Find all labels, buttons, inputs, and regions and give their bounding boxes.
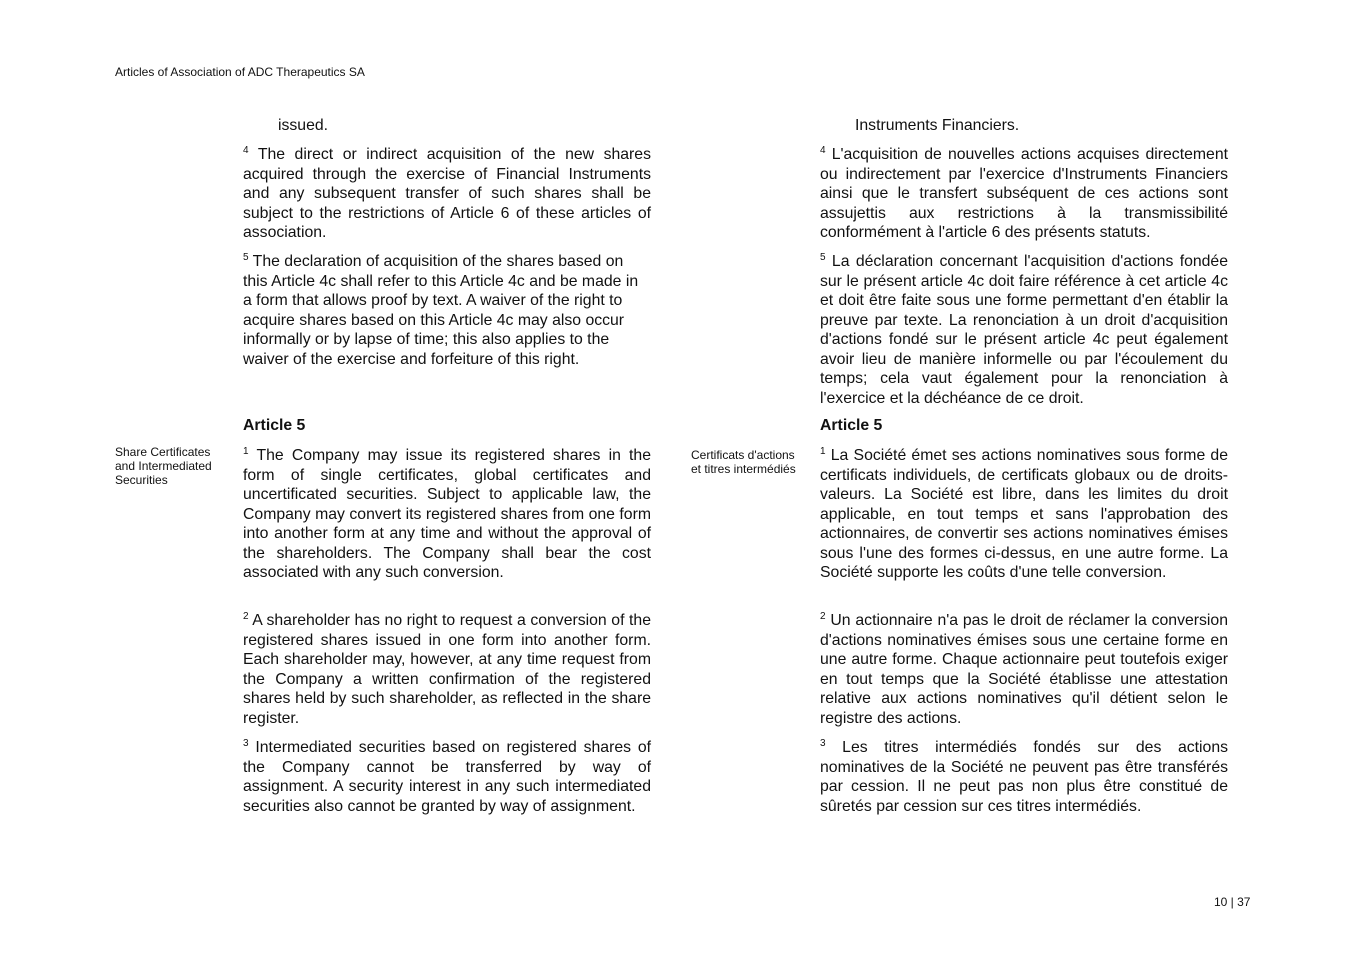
fr-article-5-paragraph-1 — [820, 446, 1228, 583]
fr-art5-p3-number: 3 — [820, 738, 826, 749]
en-margin-note: Share Certificates and Intermediated Securities — [115, 445, 212, 487]
en-art5-p2-text: A shareholder has no right to request a conversion of the registered shares issued in one form into another form. Each shareholder may, however, at any time request from the Company a written confirmation of the registered shares held by such shareholder, as reflected in the share register. — [243, 612, 651, 727]
fr-para-4-text: L'acquisition de nouvelles actions acquises directement ou indirectement par l'exercice d'Instruments Financiers ainsi que le transfert subséquent de ces actions sont assujettis aux restrictions à la transmissibilité conformément à l'article 6 des présents statuts. — [820, 146, 1228, 241]
fr-article-5-paragraph-3 — [820, 738, 1228, 816]
fr-paragraph-5 — [820, 252, 1228, 408]
en-article-5-paragraph-1 — [243, 446, 651, 583]
en-art5-p1-number: 1 — [243, 446, 249, 457]
en-art5-p3-text: Intermediated securities based on registered shares of the Company cannot be transferred by way of assignment. A security interest in any such intermediated securities also cannot be granted by way of assignment. — [243, 739, 651, 815]
en-para-4-number: 4 — [243, 145, 249, 156]
fr-art5-p3-text: Les titres intermédiés fondés sur des actions nominatives de la Société ne peuvent pas être transférés par cession. Il ne peut pas non plus être constitué de sûretés par cession sur ces titres intermédiés. — [820, 739, 1228, 815]
en-para-4-text: The direct or indirect acquisition of the new shares acquired through the exercise of Financial Instruments and any subsequent transfer of such shares shall be subject to the restrictions of Article 6 of these articles of association. — [243, 146, 651, 241]
en-article-5-paragraph-2 — [243, 611, 651, 728]
en-para-5-number: 5 — [243, 252, 249, 263]
en-paragraph-4 — [243, 145, 651, 243]
fr-margin-note: Certificats d'actions et titres intermédiés — [691, 448, 796, 476]
fr-para-4-number: 4 — [820, 145, 826, 156]
en-para-5-text: The declaration of acquisition of the shares based on this Article 4c shall refer to this Article 4c and be made in a form that allows proof by text. A waiver of the right to acquire shares based on this Article 4c may also occur informally or by lapse of time; this also applies to the waiver of the exercise and forfeiture of this right. — [243, 253, 639, 368]
en-paragraph-5 — [243, 252, 651, 369]
fr-para-5-text: La déclaration concernant l'acquisition d'actions fondée sur le présent article 4c doit faire référence à cet article 4c et doit être faite sous une forme permettant d'en établir la preuve par texte. La renonciation à un droit d'acquisition d'actions fondé sur le présent article 4c peut également avoir lieu de manière informelle ou par l'écoulement du temps; cela vaut également pour la renonciation à l'exercice et la déchéance de ce droit. — [820, 253, 1229, 407]
fr-art5-p2-text: Un actionnaire n'a pas le droit de réclamer la conversion d'actions nominatives émises sous une certaine forme en une autre forme. Chaque actionnaire peut toutefois exiger en tout temps que la Société établisse une attestation relative aux actions nominatives qu'il détient selon le registre des actions. — [820, 612, 1229, 727]
en-article-5-title: Article 5 — [243, 417, 306, 434]
en-art5-p2-number: 2 — [243, 611, 249, 622]
fr-art5-p1-number: 1 — [820, 446, 826, 457]
fr-article-5-title: Article 5 — [820, 417, 883, 434]
en-art5-p1-text: The Company may issue its registered shares in the form of single certificates, global certificates and uncertificated securities. Subject to applicable law, the Company may convert its registered shares from one form into another form at any time and without the approval of the shareholders. The Company shall bear the cost associated with any such conversion. — [243, 447, 652, 581]
page-number: 10 | 37 — [1214, 895, 1251, 909]
en-continued-text: issued. — [278, 117, 329, 134]
fr-paragraph-4 — [820, 145, 1228, 243]
fr-continued-text: Instruments Financiers. — [855, 117, 1020, 134]
document-header: Articles of Association of ADC Therapeutics SA — [115, 65, 365, 79]
fr-para-5-number: 5 — [820, 252, 826, 263]
en-article-5-paragraph-3 — [243, 738, 651, 816]
fr-art5-p2-number: 2 — [820, 611, 826, 622]
fr-article-5-paragraph-2 — [820, 611, 1228, 728]
fr-art5-p1-text: La Société émet ses actions nominatives sous forme de certificats individuels, de certificats globaux ou de droits-valeurs. La Société est libre, dans les limites du droit applicable, en tout temps et sans l'approbation des actionnaires, de convertir ses actions nominatives émises sous l'une des formes ci-dessus, en une autre forme. La Société supporte les coûts d'une telle conversion. — [820, 447, 1228, 581]
en-art5-p3-number: 3 — [243, 738, 249, 749]
